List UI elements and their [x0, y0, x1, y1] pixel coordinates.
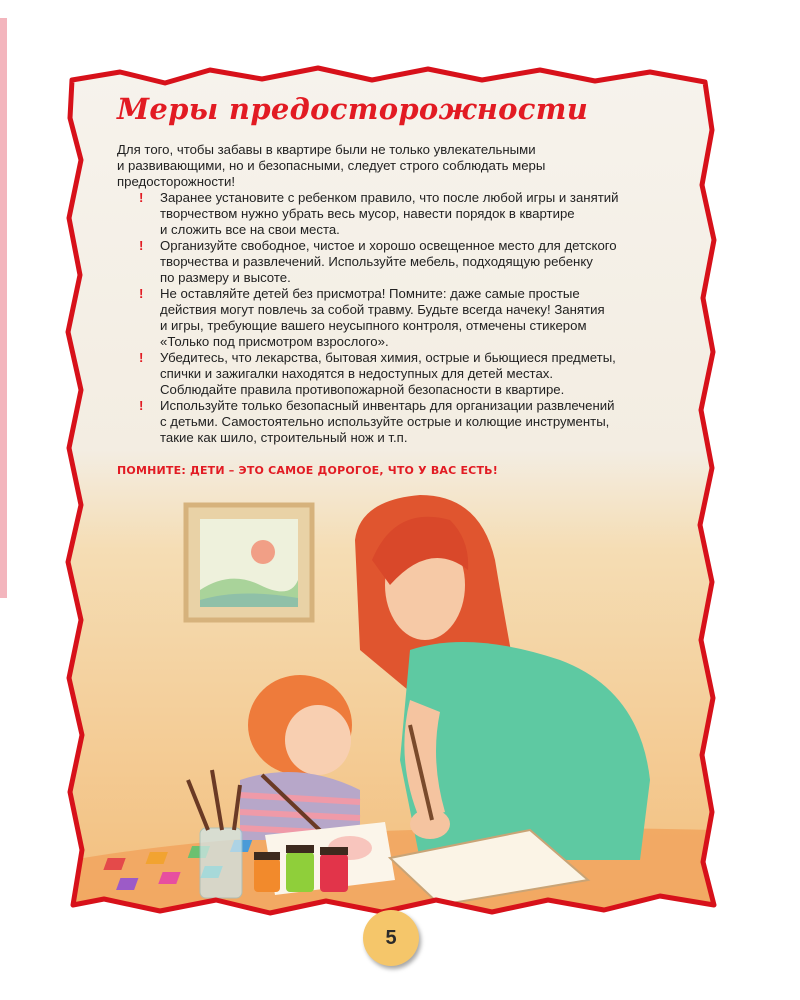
intro-line: и развивающими, но и безопасными, следует строго соблюдать меры — [117, 158, 546, 173]
rule-line: «Только под присмотром взрослого». — [160, 334, 389, 349]
intro-line: Для того, чтобы забавы в квартире были не только увлекательными — [117, 142, 536, 157]
content-area — [117, 92, 677, 477]
rule-line: творчества и развлечений. Используйте мебель, подходящую ребенку — [160, 254, 593, 269]
rule-line: с детьми. Самостоятельно используйте острые и колющие инструменты, — [160, 414, 610, 429]
rule-line: такие как шило, строительный нож и т.п. — [160, 430, 408, 445]
intro-paragraph — [117, 142, 657, 190]
rule-line: Убедитесь, что лекарства, бытовая химия, острые и бьющиеся предметы, — [160, 350, 616, 365]
exclamation-icon: ! — [139, 350, 144, 365]
safety-rules-list — [117, 190, 677, 446]
rule-line: Организуйте свободное, чистое и хорошо освещенное место для детского — [160, 238, 617, 253]
safety-rule — [117, 398, 670, 446]
rule-line: действия могут повлечь за собой травму. Будьте всегда начеку! Занятия — [160, 302, 605, 317]
reminder-callout: ПОМНИТЕ: ДЕТИ – ЭТО САМОЕ ДОРОГОЕ, ЧТО У ВАС ЕСТЬ! — [117, 464, 498, 477]
rule-line: и игры, требующие вашего неусыпного контроля, отмечены стикером — [160, 318, 587, 333]
safety-rule — [117, 286, 670, 350]
page-title: Меры предосторожности — [117, 92, 589, 126]
exclamation-icon: ! — [139, 238, 144, 253]
safety-rule — [117, 350, 670, 398]
rule-line: по размеру и высоте. — [160, 270, 291, 285]
page-number: 5 — [385, 926, 397, 949]
rule-line: Соблюдайте правила противопожарной безопасности в квартире. — [160, 382, 565, 397]
safety-rule — [117, 238, 670, 286]
rule-line: Не оставляйте детей без присмотра! Помните: даже самые простые — [160, 286, 580, 301]
rule-line: творчеством нужно убрать весь мусор, навести порядок в квартире — [160, 206, 575, 221]
rule-line: Используйте только безопасный инвентарь для организации развлечений — [160, 398, 615, 413]
rule-line: спички и зажигалки находятся в недоступных для детей местах. — [160, 366, 554, 381]
safety-rule — [117, 190, 670, 238]
page-number-badge — [363, 910, 419, 966]
wall-picture — [186, 505, 312, 620]
exclamation-icon: ! — [139, 398, 144, 413]
rule-line: и сложить все на свои места. — [160, 222, 340, 237]
rule-line: Заранее установите с ребенком правило, что после любой игры и занятий — [160, 190, 619, 205]
exclamation-icon: ! — [139, 190, 144, 205]
intro-line: предосторожности! — [117, 174, 235, 189]
exclamation-icon: ! — [139, 286, 144, 301]
